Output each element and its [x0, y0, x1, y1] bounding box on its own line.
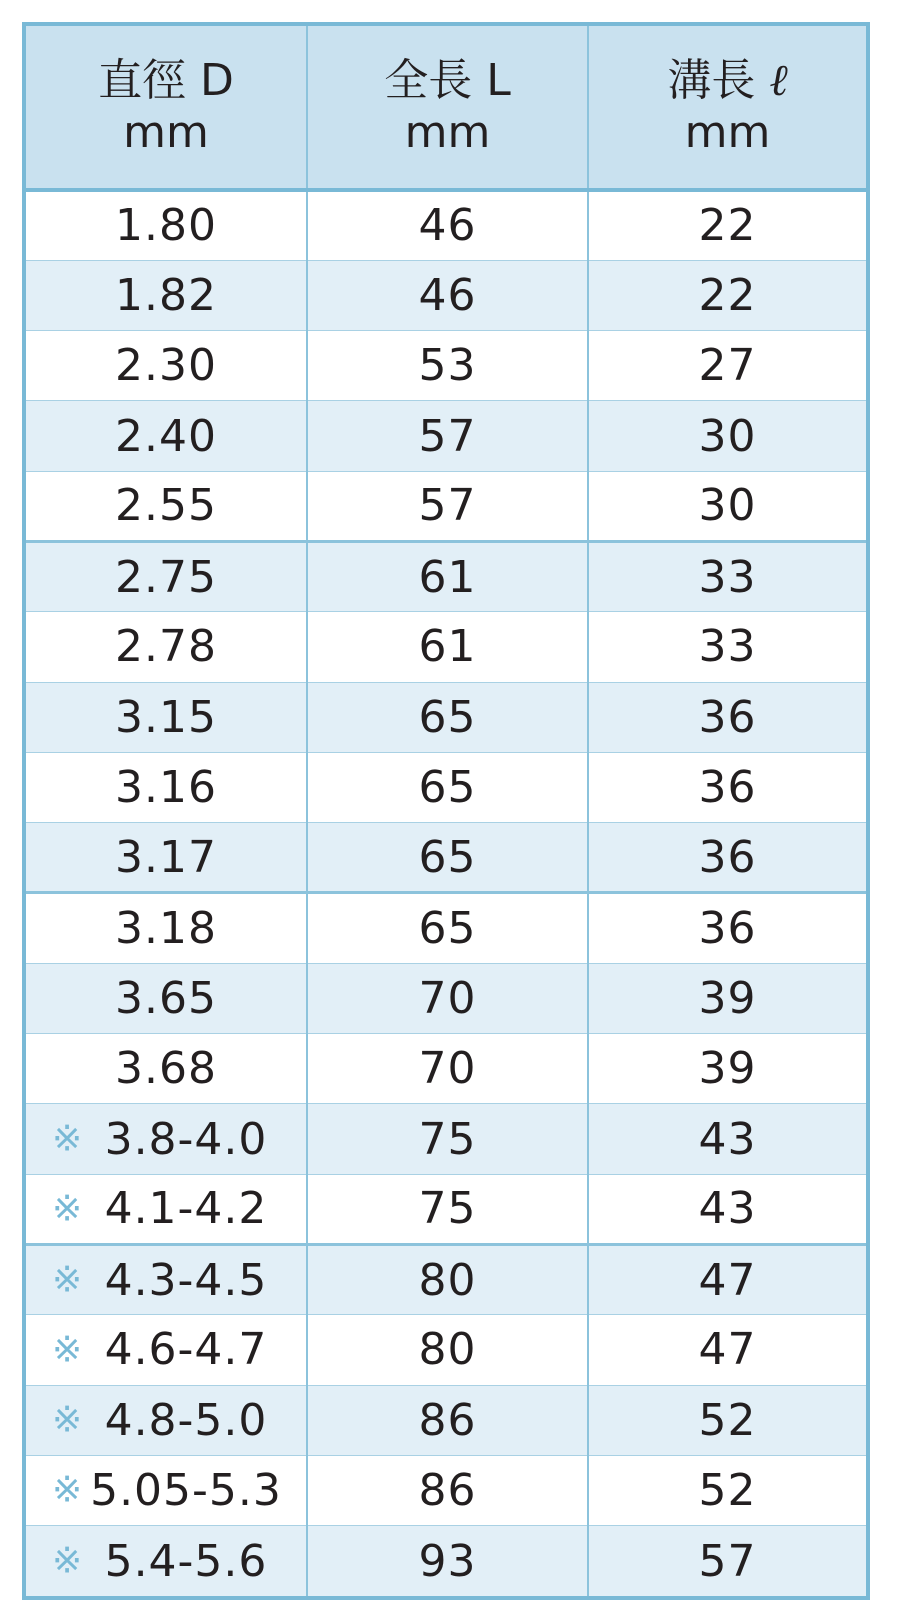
diameter-value: 5.05-5.3 [90, 1464, 282, 1516]
cell-diameter [26, 1244, 307, 1314]
cell-diameter [26, 1174, 307, 1244]
table-row [26, 823, 866, 893]
cell-total-length: 57 [307, 401, 588, 471]
header-total-length-unit: mm [404, 107, 491, 158]
diameter-value: 4.8-5.0 [104, 1394, 268, 1446]
diameter-value: 3.18 [115, 903, 217, 955]
diameter-value: 2.78 [115, 621, 217, 673]
cell-flute-length: 33 [588, 541, 866, 611]
diameter-value: 2.55 [115, 480, 217, 532]
table-row [26, 1104, 866, 1174]
cell-total-length: 70 [307, 963, 588, 1033]
table-row [26, 1455, 866, 1525]
reference-mark-icon: ※ [52, 1329, 83, 1371]
header-total-length [307, 26, 588, 190]
header-diameter-title: 直徑 D [98, 55, 234, 106]
diameter-value: 3.15 [115, 691, 217, 743]
cell-diameter [26, 963, 307, 1033]
cell-total-length: 46 [307, 260, 588, 330]
cell-flute-length: 30 [588, 401, 866, 471]
cell-diameter [26, 893, 307, 963]
cell-flute-length: 52 [588, 1385, 866, 1455]
cell-total-length: 70 [307, 1034, 588, 1104]
cell-flute-length: 33 [588, 612, 866, 682]
cell-flute-length: 39 [588, 1034, 866, 1104]
cell-diameter [26, 1526, 307, 1596]
cell-diameter [26, 1315, 307, 1385]
cell-flute-length: 52 [588, 1455, 866, 1525]
cell-diameter [26, 260, 307, 330]
reference-mark-icon: ※ [52, 1188, 83, 1230]
diameter-value: 3.68 [115, 1043, 217, 1095]
table-row [26, 190, 866, 260]
cell-diameter [26, 1455, 307, 1525]
cell-total-length: 57 [307, 471, 588, 541]
diameter-value: 3.16 [115, 762, 217, 814]
spec-table-frame [22, 22, 870, 1600]
header-diameter [26, 26, 307, 190]
cell-flute-length: 57 [698, 1535, 757, 1587]
diameter-value: 4.1-4.2 [104, 1183, 268, 1235]
table-row [26, 612, 866, 682]
diameter-value: 4.3-4.5 [104, 1254, 268, 1306]
header-row [26, 26, 866, 190]
cell-diameter [26, 1385, 307, 1455]
cell-total-length: 80 [307, 1315, 588, 1385]
cell-flute-length: 27 [588, 331, 866, 401]
cell-diameter [26, 541, 307, 611]
cell-diameter [26, 190, 307, 260]
cell-total-length: 86 [307, 1455, 588, 1525]
header-flute-length-symbol: ℓ [769, 55, 788, 106]
table-row [26, 1315, 866, 1385]
cell-total-length: 80 [307, 1244, 588, 1314]
cell-total-length: 53 [307, 331, 588, 401]
cell-diameter [26, 331, 307, 401]
reference-mark-icon: ※ [52, 1118, 83, 1160]
table-row [26, 471, 866, 541]
cell-diameter [26, 612, 307, 682]
table-body [26, 190, 866, 1596]
header-flute-length-title: 溝長 [667, 55, 770, 106]
cell-total-length: 86 [307, 1385, 588, 1455]
cell-diameter [26, 682, 307, 752]
reference-mark-icon: ※ [52, 1399, 83, 1441]
cell-total-length: 75 [307, 1104, 588, 1174]
header-flute-length-title-line [589, 55, 866, 107]
cell-total-length: 75 [307, 1174, 588, 1244]
table-row [26, 541, 866, 611]
reference-mark-icon: ※ [52, 1540, 83, 1582]
cell-flute-length: 36 [588, 823, 866, 893]
table-row [26, 752, 866, 822]
cell-flute-length: 43 [588, 1104, 866, 1174]
cell-flute-length: 22 [588, 260, 866, 330]
cell-total-length: 65 [307, 893, 588, 963]
table-row [26, 1034, 866, 1104]
diameter-value: 3.65 [115, 972, 217, 1024]
cell-flute-length: 36 [588, 893, 866, 963]
table-row [26, 401, 866, 471]
table-row [26, 260, 866, 330]
cell-diameter [26, 471, 307, 541]
cell-total-length: 46 [307, 190, 588, 260]
diameter-value: 3.8-4.0 [104, 1113, 268, 1165]
diameter-value: 1.80 [115, 200, 217, 252]
cell-flute-length: 47 [588, 1315, 866, 1385]
header-flute-length [588, 26, 866, 190]
reference-mark-icon: ※ [52, 1469, 83, 1511]
diameter-value: 3.17 [115, 831, 217, 883]
table-header [26, 26, 866, 190]
cell-flute-length: 36 [588, 682, 866, 752]
cell-diameter [26, 823, 307, 893]
header-total-length-title: 全長 L [384, 55, 511, 106]
cell-total-length: 65 [307, 823, 588, 893]
table-row [26, 1385, 866, 1455]
cell-diameter [26, 401, 307, 471]
diameter-value: 2.40 [115, 410, 217, 462]
cell-total-length: 61 [307, 612, 588, 682]
diameter-value: 2.30 [115, 340, 217, 392]
cell-total-length: 61 [307, 541, 588, 611]
diameter-value: 5.4-5.6 [104, 1535, 268, 1587]
header-diameter-unit: mm [123, 107, 209, 158]
header-flute-length-unit: mm [684, 107, 771, 158]
table-row [26, 331, 866, 401]
cell-diameter [26, 1034, 307, 1104]
diameter-value: 4.6-4.7 [104, 1324, 268, 1376]
cell-flute-length: 47 [588, 1244, 866, 1314]
diameter-value: 1.82 [115, 269, 217, 321]
cell-diameter [26, 1104, 307, 1174]
table-row [26, 682, 866, 752]
table-row [26, 893, 866, 963]
cell-diameter [26, 752, 307, 822]
cell-total-length: 65 [307, 752, 588, 822]
cell-total-length: 65 [307, 682, 588, 752]
cell-flute-length: 43 [588, 1174, 866, 1244]
table-row [26, 1526, 866, 1596]
cell-flute-length: 30 [588, 471, 866, 541]
cell-flute-length: 39 [588, 963, 866, 1033]
cell-flute-length: 36 [588, 752, 866, 822]
table-row [26, 1244, 866, 1314]
diameter-value: 2.75 [115, 551, 217, 603]
cell-flute-length: 22 [588, 190, 866, 260]
cell-total-length: 93 [307, 1526, 588, 1596]
table-row [26, 1174, 866, 1244]
drill-spec-table [26, 26, 866, 1596]
table-row [26, 963, 866, 1033]
reference-mark-icon: ※ [52, 1259, 83, 1301]
